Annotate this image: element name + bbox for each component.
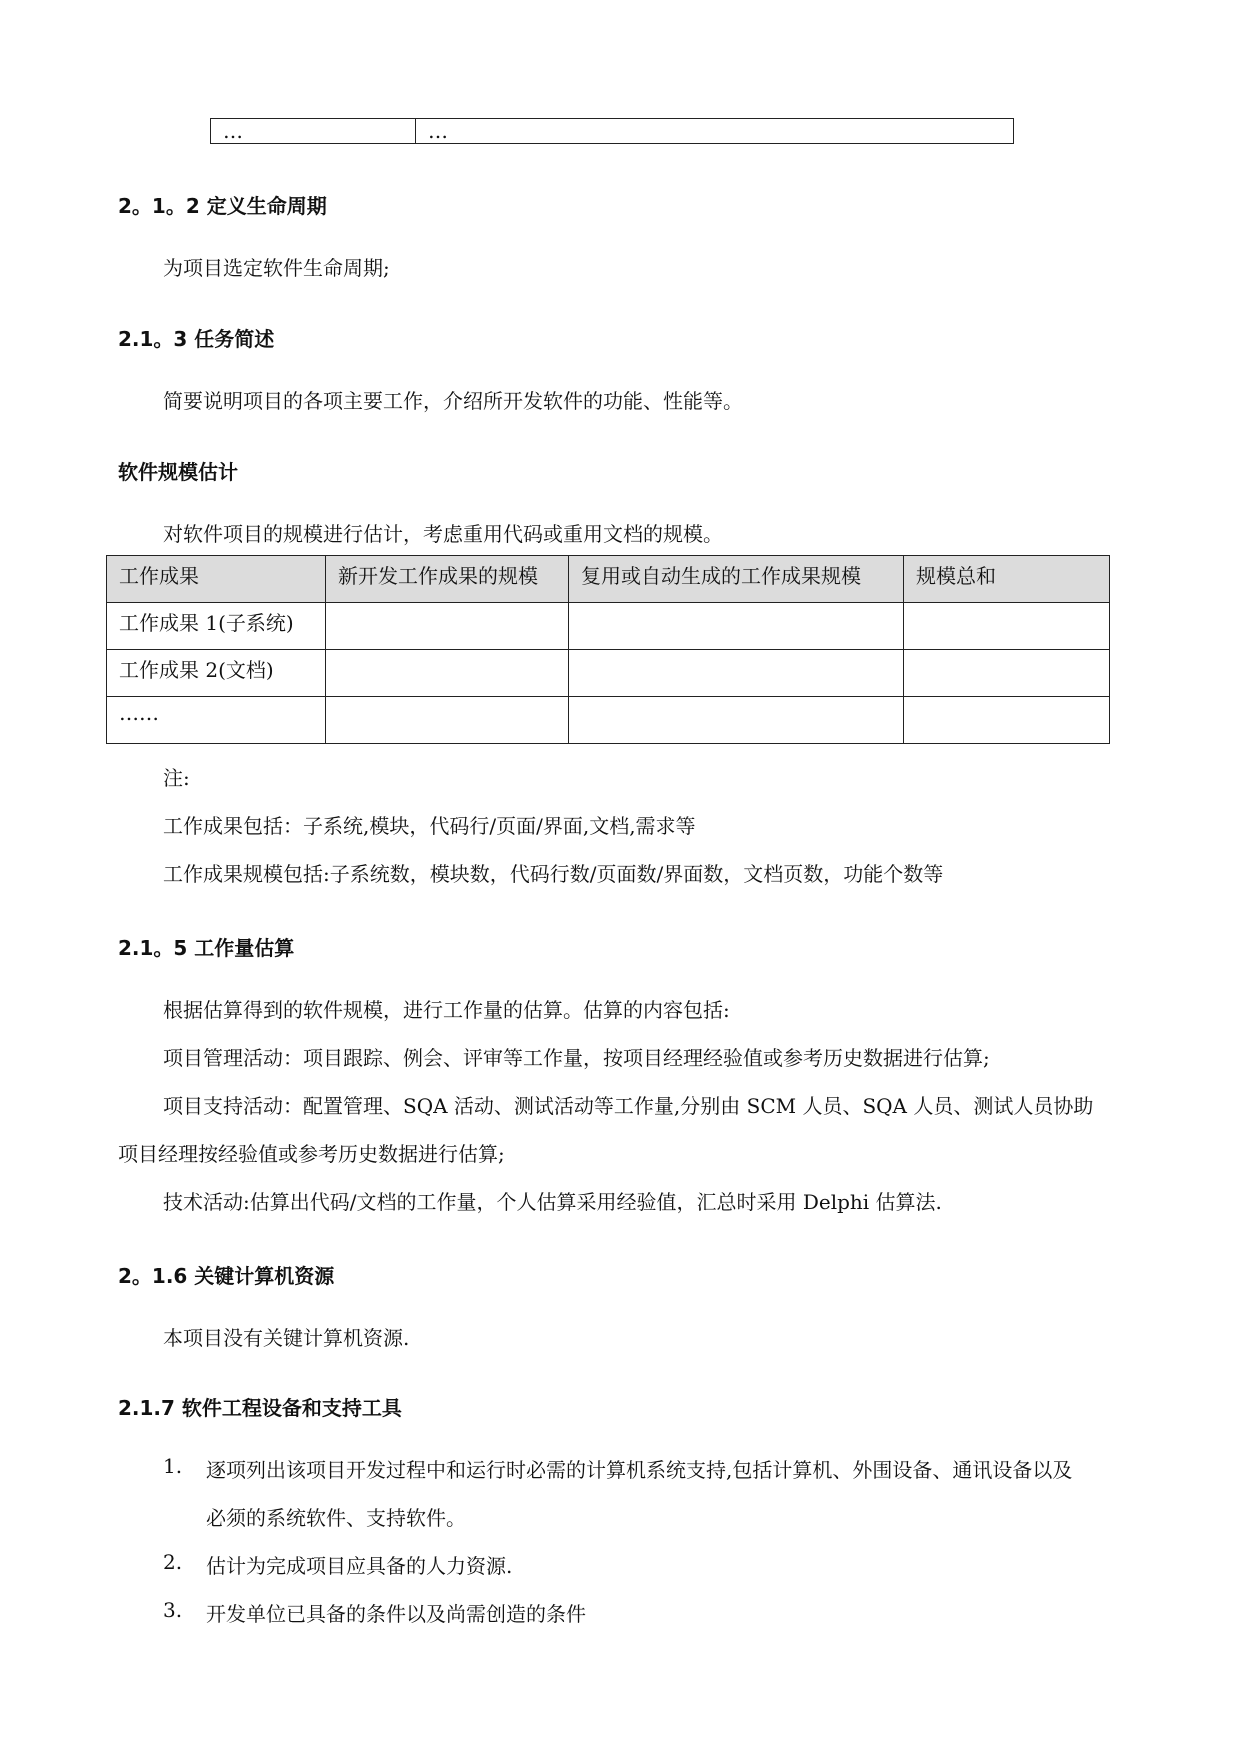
table-cell: … (211, 119, 416, 144)
list-item-number: 1. (163, 1454, 183, 1478)
table-cell: …… (107, 697, 326, 744)
table-cell (326, 650, 569, 697)
note-line-1: 工作成果包括：子系统,模块，代码行/页面/界面,文档,需求等 (163, 814, 696, 838)
paragraph-scale-intro: 对软件项目的规模进行估计，考虑重用代码或重用文档的规模。 (163, 522, 723, 546)
table-row (107, 650, 1110, 697)
heading-effort: 2.1。5 工作量估算 (118, 936, 295, 960)
note-label: 注: (163, 766, 190, 790)
table-cell (904, 697, 1110, 744)
table-cell (569, 603, 904, 650)
table-header-cell: 规模总和 (904, 556, 1110, 603)
paragraph-effort-2: 项目管理活动：项目跟踪、例会、评审等工作量，按项目经理经验值或参考历史数据进行估算; (163, 1046, 990, 1070)
list-item-text: 开发单位已具备的条件以及尚需创造的条件 (206, 1602, 586, 1626)
table-cell (326, 697, 569, 744)
list-item-text-continued: 必须的系统软件、支持软件。 (206, 1506, 466, 1530)
paragraph-lifecycle: 为项目选定软件生命周期; (163, 256, 390, 280)
heading-resources: 2。1.6 关键计算机资源 (118, 1264, 335, 1288)
scale-table (106, 555, 1110, 744)
list-item-number: 2. (163, 1550, 183, 1574)
table-cell (569, 650, 904, 697)
list-item-text: 逐项列出该项目开发过程中和运行时必需的计算机系统支持,包括计算机、外围设备、通讯设备以及 (206, 1458, 1073, 1482)
note-line-2: 工作成果规模包括:子系统数，模块数，代码行数/页面数/界面数，文档页数，功能个数等 (163, 862, 944, 886)
table-cell: 工作成果 2(文档) (107, 650, 326, 697)
table-cell: 工作成果 1(子系统) (107, 603, 326, 650)
table-cell (326, 603, 569, 650)
table-cell: … (416, 119, 1014, 144)
list-item-text: 估计为完成项目应具备的人力资源. (206, 1554, 513, 1578)
paragraph-effort-4: 技术活动:估算出代码/文档的工作量，个人估算采用经验值，汇总时采用 Delphi 估算法. (163, 1190, 942, 1214)
paragraph-resources: 本项目没有关键计算机资源. (163, 1326, 410, 1350)
heading-tasks: 2.1。3 任务简述 (118, 327, 275, 351)
heading-tools: 2.1.7 软件工程设备和支持工具 (118, 1396, 402, 1420)
heading-scale: 软件规模估计 (118, 460, 238, 484)
paragraph-effort-3a: 项目支持活动：配置管理、SQA 活动、测试活动等工作量,分别由 SCM 人员、SQA 人员、测试人员协助 (163, 1094, 1094, 1118)
table-header-cell: 复用或自动生成的工作成果规模 (569, 556, 904, 603)
table-row (211, 119, 1014, 144)
table-cell (904, 603, 1110, 650)
table-header-cell: 新开发工作成果的规模 (326, 556, 569, 603)
table-cell (904, 650, 1110, 697)
table-header-cell: 工作成果 (107, 556, 326, 603)
table-cell (569, 697, 904, 744)
paragraph-tasks: 简要说明项目的各项主要工作，介绍所开发软件的功能、性能等。 (163, 389, 743, 413)
table-row (107, 603, 1110, 650)
heading-lifecycle: 2。1。2 定义生命周期 (118, 194, 327, 218)
table-header-row (107, 556, 1110, 603)
continuation-table (210, 118, 1014, 144)
list-item-number: 3. (163, 1598, 183, 1622)
table-row (107, 697, 1110, 744)
paragraph-effort-1: 根据估算得到的软件规模，进行工作量的估算。估算的内容包括: (163, 998, 730, 1022)
paragraph-effort-3b: 项目经理按经验值或参考历史数据进行估算; (118, 1142, 505, 1166)
